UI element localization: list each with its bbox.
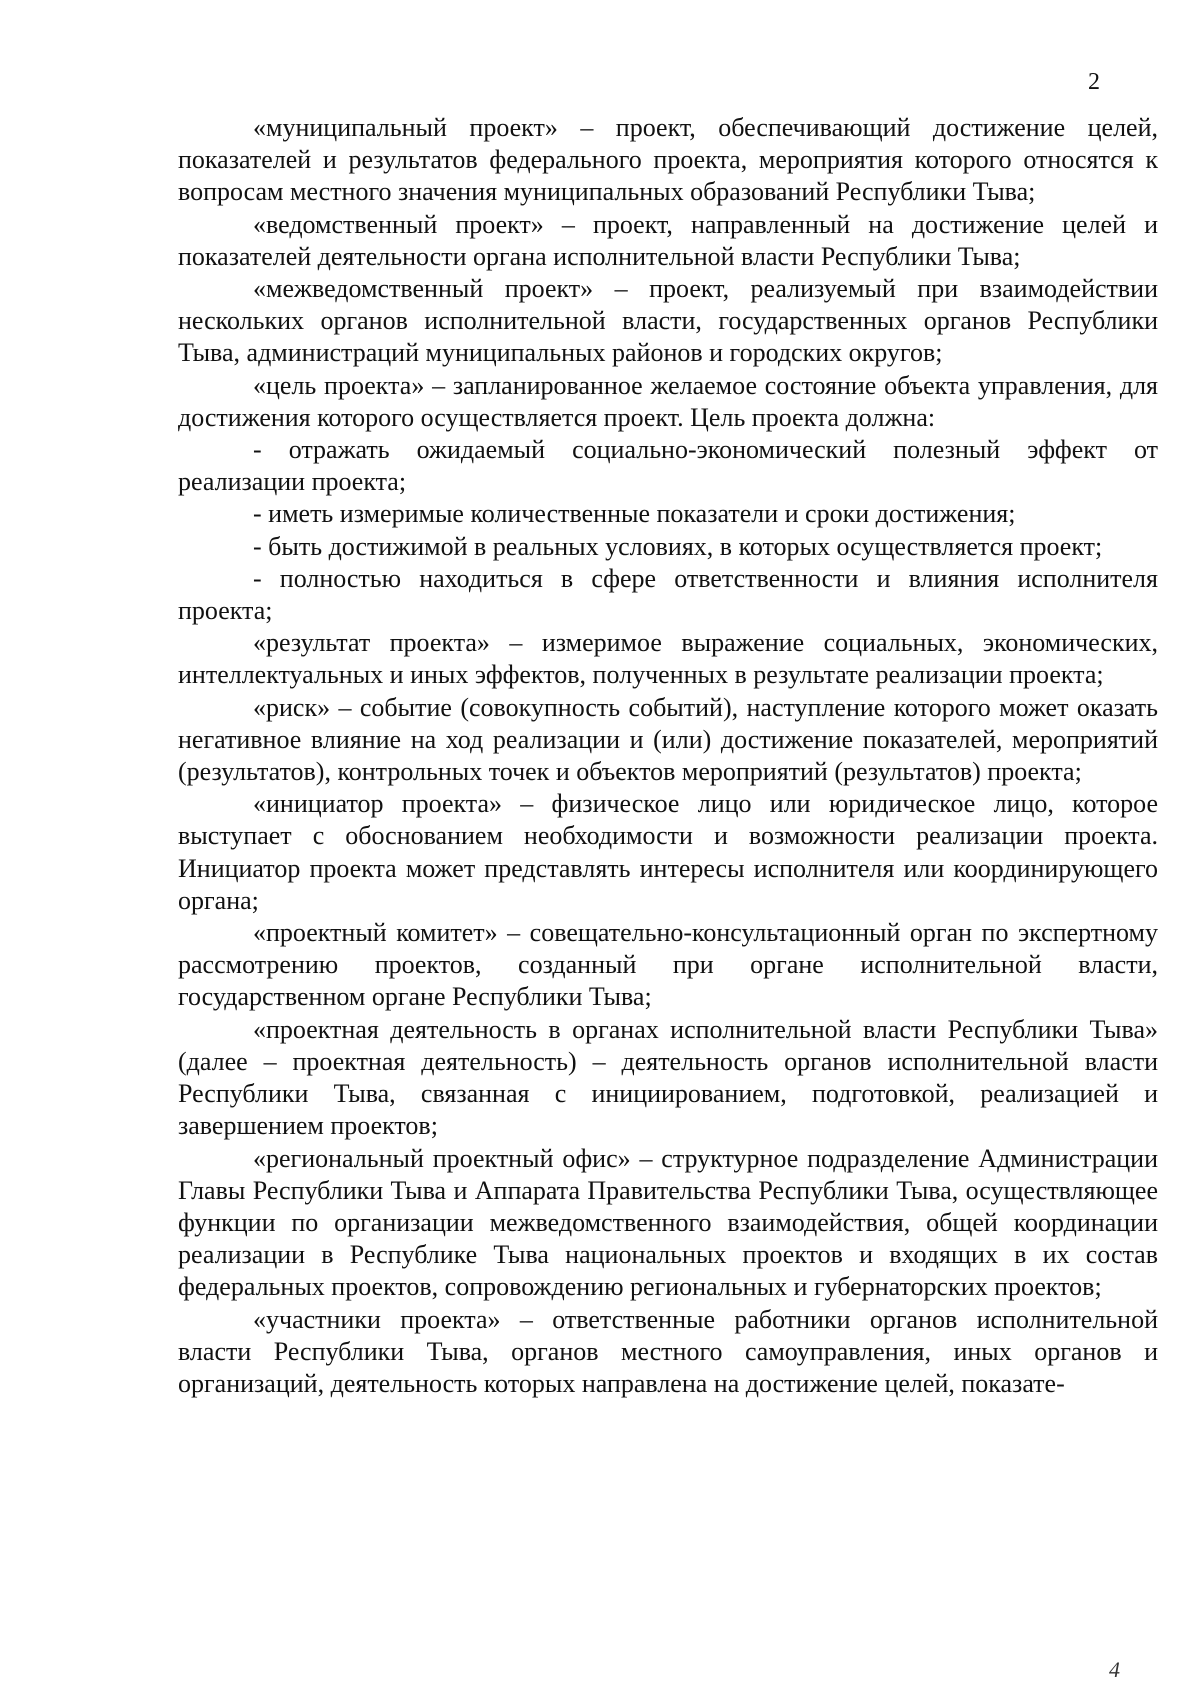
scan-mark: 4 <box>1109 1657 1120 1682</box>
definition-risk: «риск» – событие (совокупность событий), наступление которого может оказать негативное влияние на ход реализации и (или) достижение показателей, мероприятий (результатов), контрольных точек и объектов мероприятий (результатов) проекта; <box>178 692 1158 787</box>
definition-regional-project-office: «региональный проектный офис» – структурное подразделение Администрации Главы Республики Тыва и Аппарата Правительства Республики Тыва, осуществляющее функции по организации межведомственного взаимодействия, общей координации реализации в Республике Тыва национальных проектов и входящих в их состав федеральных проектов, сопровождению региональных и губернаторских проектов; <box>178 1143 1158 1302</box>
definition-project-activity: «проектная деятельность в органах исполнительной власти Республики Тыва» (далее – проектная деятельность) – деятельность органов исполнительной власти Республики Тыва, связанная с инициированием, подготовкой, реализацией и завершением проектов; <box>178 1014 1158 1141</box>
definition-project-committee: «проектный комитет» – совещательно-консультационный орган по экспертному рассмотрению проектов, созданный при органе исполнительной власти, государственном органе Республики Тыва; <box>178 918 1158 1012</box>
goal-requirement-measurable: - иметь измеримые количественные показатели и сроки достижения; <box>253 499 1016 529</box>
goal-requirement-effect: - отражать ожидаемый социально-экономический полезный эффект от реализации проекта; <box>178 435 1158 497</box>
page-number: 2 <box>1088 69 1100 95</box>
definition-departmental-project: «ведомственный проект» – проект, направленный на достижение целей и показателей деятельности органа исполнительной власти Республики Тыва; <box>178 209 1158 271</box>
goal-requirement-responsibility: - полностью находиться в сфере ответственности и влияния исполнителя проекта; <box>178 563 1158 626</box>
definition-municipal-project: «муниципальный проект» – проект, обеспечивающий достижение целей, показателей и результатов федерального проекта, мероприятия которого относятся к вопросам местного значения муниципальных образований Республики Тыва; <box>178 113 1158 207</box>
definition-interdepartmental-project: «межведомственный проект» – проект, реализуемый при взаимодействии нескольких органов исполнительной власти, государственных органов Республики Тыва, администраций муниципальных районов и городских округов; <box>178 274 1158 368</box>
goal-requirement-achievable: - быть достижимой в реальных условиях, в которых осуществляется проект; <box>253 531 1103 561</box>
definition-project-result: «результат проекта» – измеримое выражение социальных, экономических, интеллектуальных и иных эффектов, полученных в результате реализации проекта; <box>178 628 1158 690</box>
document-body <box>178 112 1158 1400</box>
definition-project-participants: «участники проекта» – ответственные работники органов исполнительной власти Республики Тыва, органов местного самоуправления, иных органов и организаций, деятельность которых направлена на достижение целей, показате- <box>178 1304 1158 1398</box>
definition-project-goal: «цель проекта» – запланированное желаемое состояние объекта управления, для достижения которого осуществляется проект. Цель проекта должна: <box>178 370 1158 432</box>
definition-project-initiator: «инициатор проекта» – физическое лицо или юридическое лицо, которое выступает с обоснованием необходимости и возможности реализации проекта. Инициатор проекта может представлять интересы исполнителя или координирующего органа; <box>178 789 1158 915</box>
